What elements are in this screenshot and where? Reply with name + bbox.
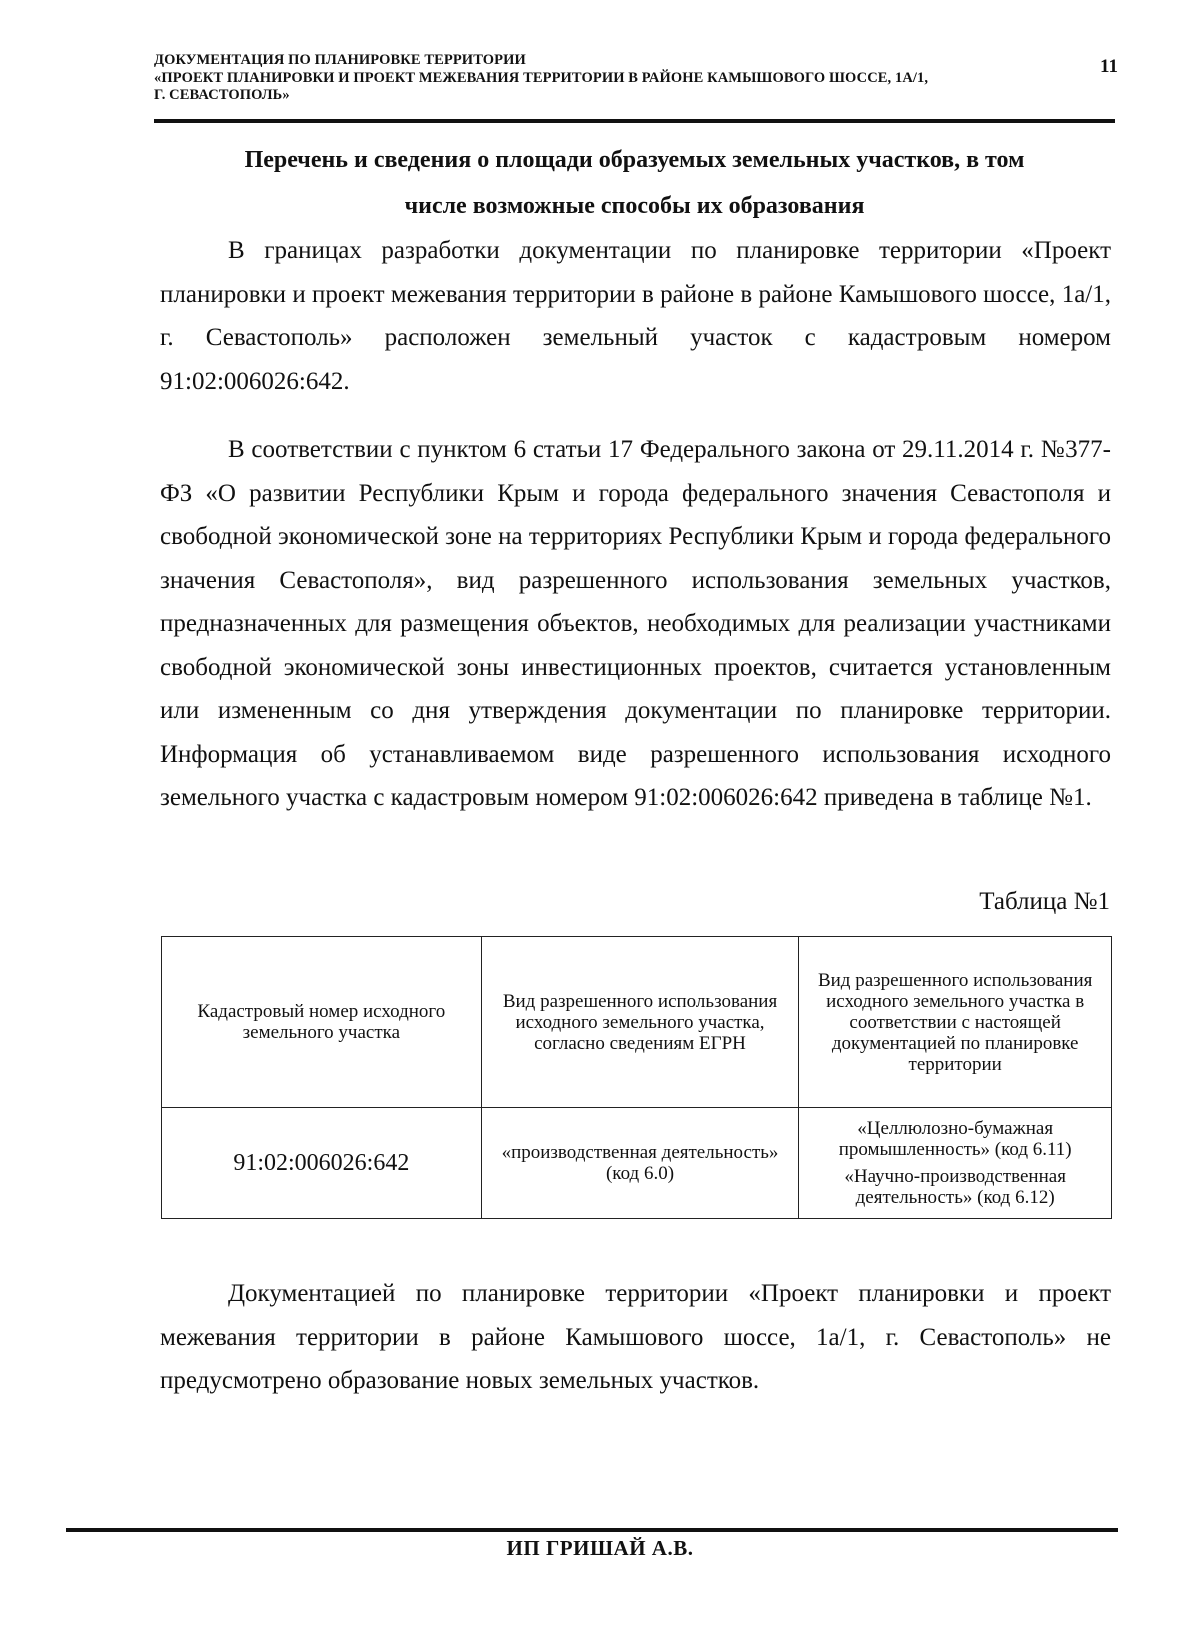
section-title-line-2: числе возможные способы их образования: [404, 193, 865, 219]
new-use-item-2: «Научно-производственная деятельность» (код 6.12): [844, 1166, 1066, 1208]
paragraph-2: В соответствии с пунктом 6 статьи 17 Федерального закона от 29.11.2014 г. №377-ФЗ «О развитии Республики Крым и города федерального значения Севастополя и свободной экономической зоне на территориях Республики Крым и города федерального значения Севастополя», вид разрешенного использования земельных участков, предназначенных для размещения объектов, необходимых для реализации участниками свободной экономической зоны инвестиционных проектов, считается установленным или измененным со дня утверждения документации по планировке территории. Информация об устанавливаемом виде разрешенного использования исходного земельного участка с кадастровым номером 91:02:006026:642 приведена в таблице №1.: [160, 436, 1111, 811]
paragraph-1: В границах разработки документации по планировке территории «Проект планировки и проект межевания территории в районе в районе Камышового шоссе, 1а/1, г. Севастополь» расположен земельный участок с кадастровым номером 91:02:006026:642.: [160, 237, 1111, 395]
header-cadastral-number: Кадастровый номер исходного земельного участка: [162, 937, 482, 1108]
cell-cadastral-number: 91:02:006026:642: [162, 1108, 482, 1219]
page-number: 11: [1100, 56, 1118, 77]
document-header: [154, 52, 1034, 105]
section-title: [154, 137, 1115, 229]
table-header-row: [162, 937, 1112, 1108]
land-use-table: [161, 936, 1112, 1219]
header-divider: [154, 119, 1115, 123]
section-title-line-1: Перечень и сведения о площади образуемых земельных участков, в том: [244, 147, 1025, 173]
table-row: [162, 1108, 1112, 1219]
header-line-1: ДОКУМЕНТАЦИЯ ПО ПЛАНИРОВКЕ ТЕРРИТОРИИ: [154, 52, 526, 68]
header-new-use: Вид разрешенного использования исходного земельного участка в соответствии с настоящей документацией по планировке территории: [799, 937, 1112, 1108]
cell-new-use: [799, 1108, 1112, 1219]
footer-divider: [66, 1528, 1118, 1532]
cell-current-use: «производственная деятельность» (код 6.0): [481, 1108, 799, 1219]
header-line-3: Г. СЕВАСТОПОЛЬ»: [154, 87, 290, 103]
paragraph-3: Документацией по планировке территории «Проект планировки и проект межевания территории в районе Камышового шоссе, 1а/1, г. Севастополь» не предусмотрено образование новых земельных участков.: [160, 1280, 1111, 1394]
table-caption: Таблица №1: [979, 888, 1110, 915]
header-line-2: «ПРОЕКТ ПЛАНИРОВКИ И ПРОЕКТ МЕЖЕВАНИЯ ТЕРРИТОРИИ В РАЙОНЕ КАМЫШОВОГО ШОССЕ, 1А/1,: [154, 69, 929, 86]
new-use-item-1: «Целлюлозно-бумажная промышленность» (код 6.11): [838, 1118, 1072, 1160]
header-current-use: Вид разрешенного использования исходного земельного участка, согласно сведениям ЕГРН: [481, 937, 799, 1108]
footer-author: ИП ГРИШАЙ А.В.: [506, 1536, 694, 1560]
